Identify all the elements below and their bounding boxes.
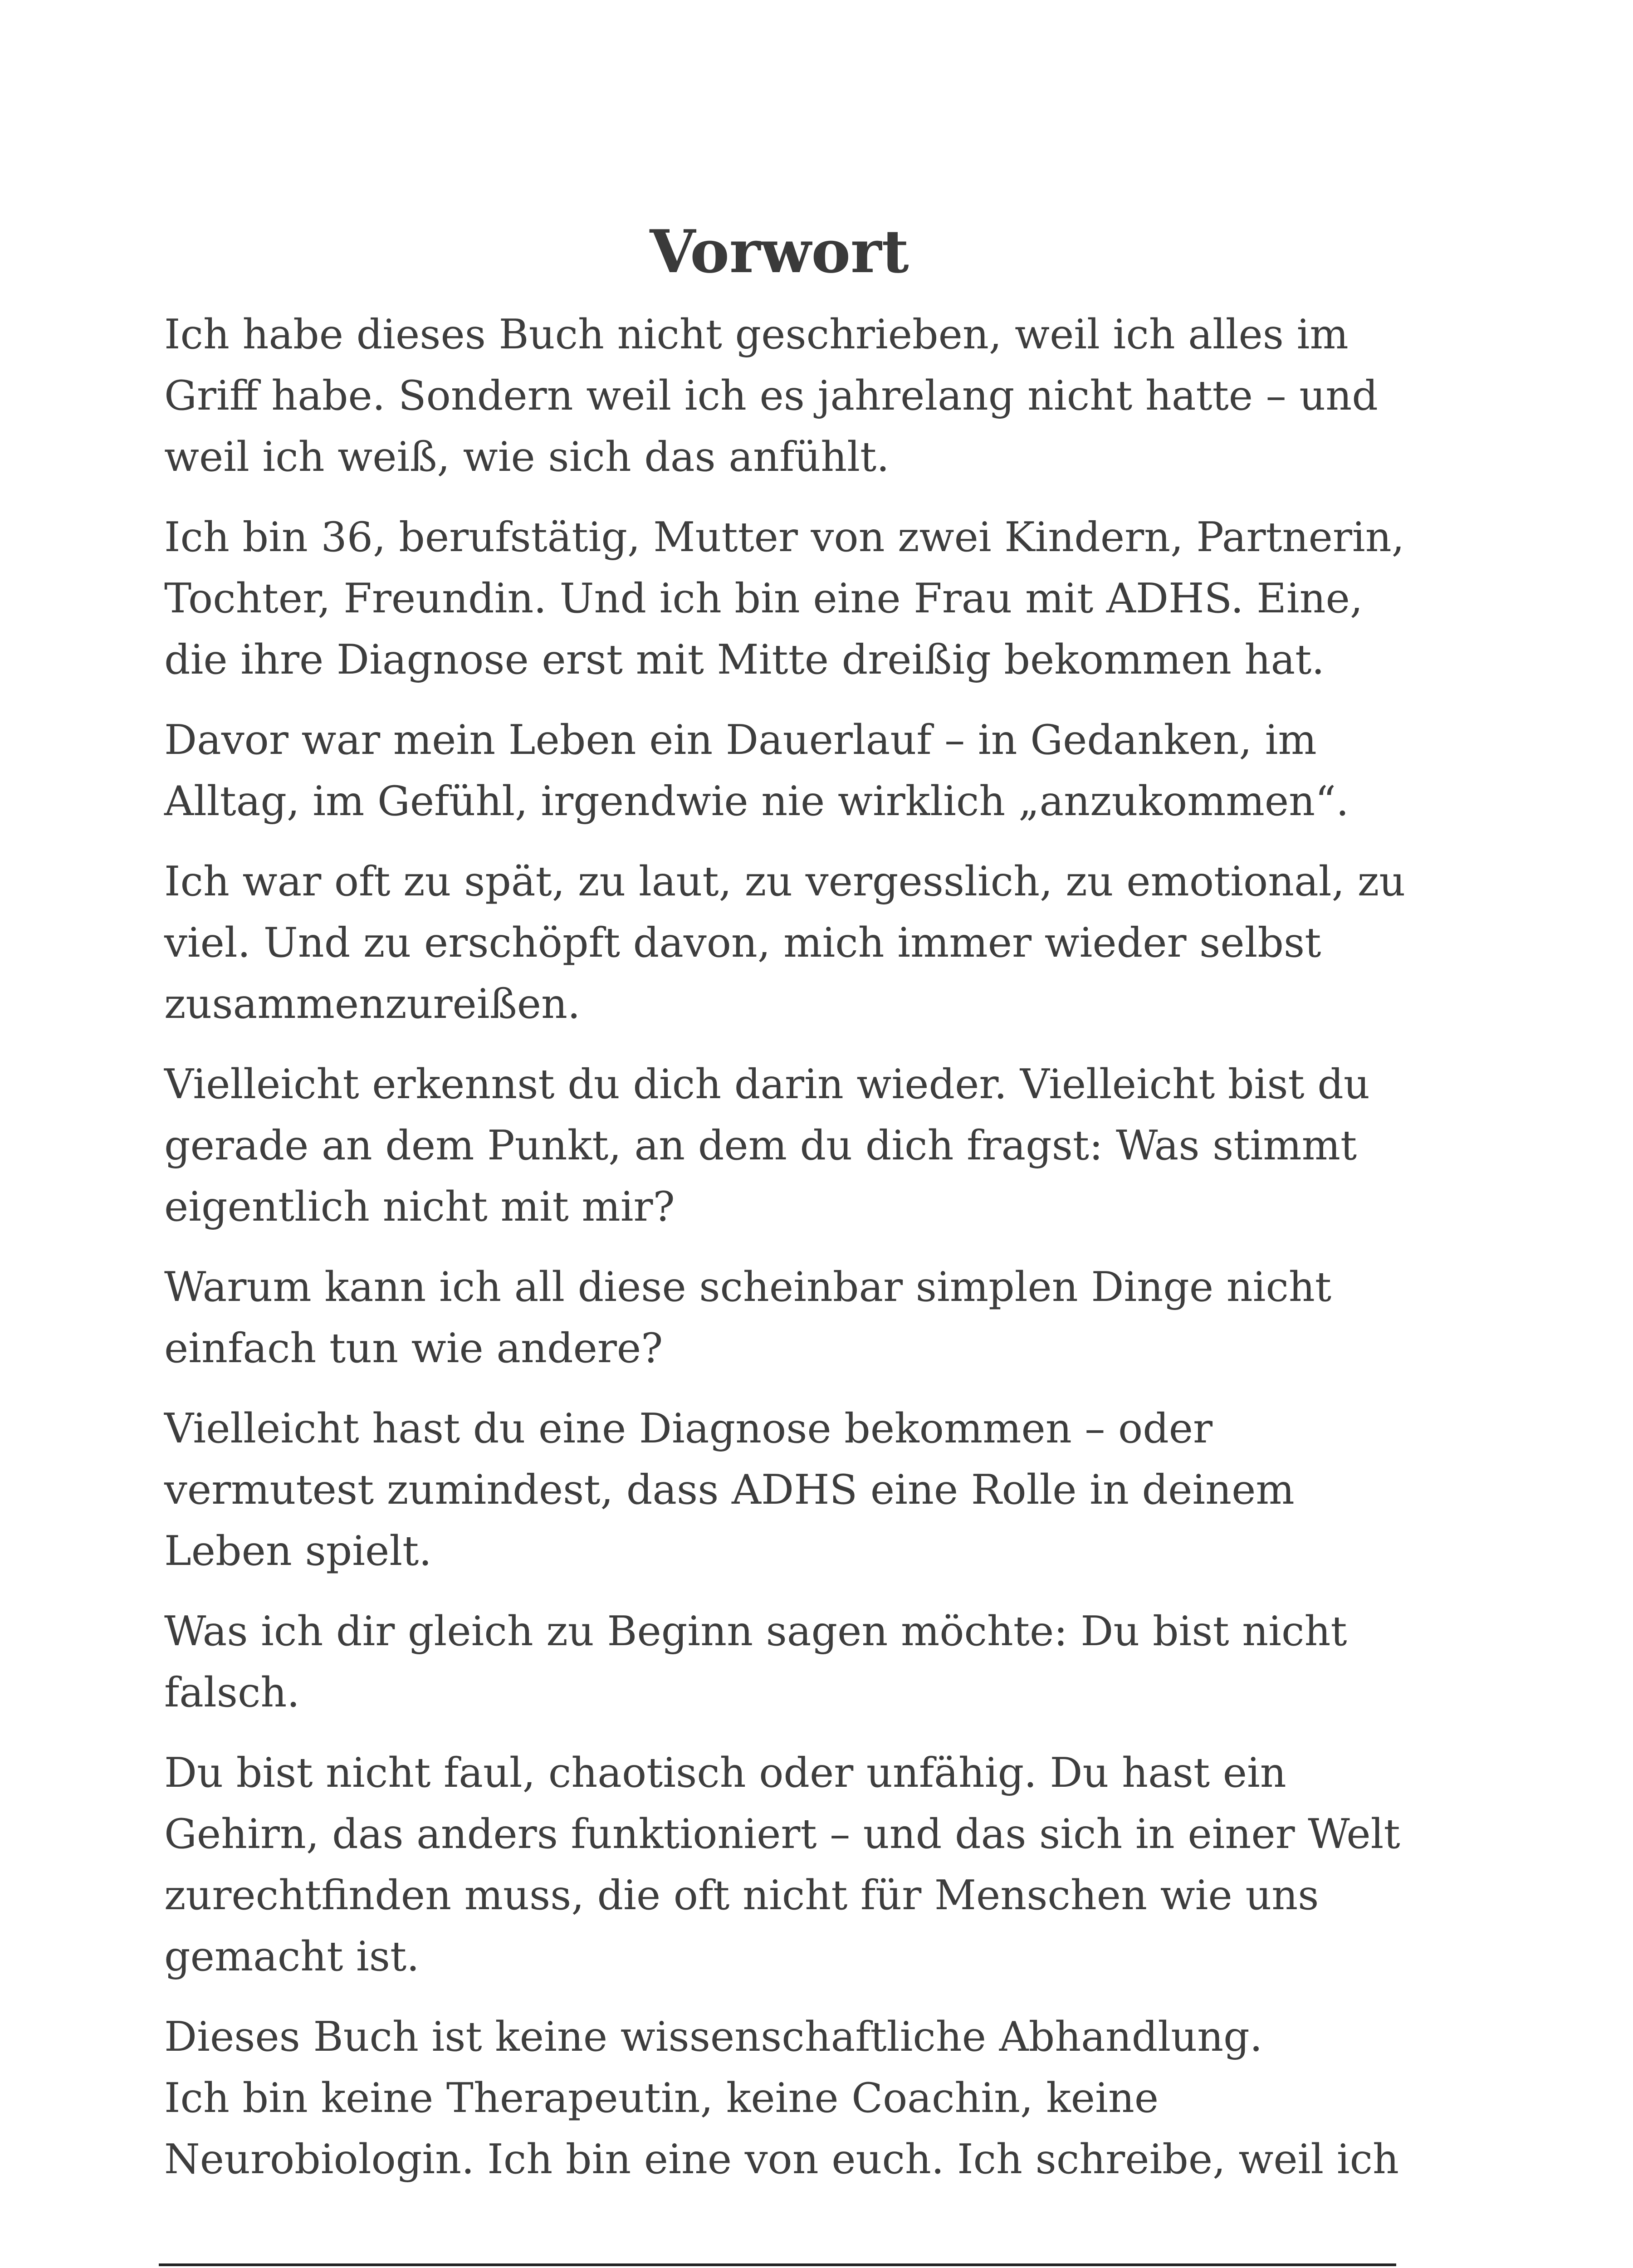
paragraph: Warum kann ich all diese scheinbar simplen Dinge nicht einfach tun wie andere? xyxy=(164,1263,1331,1372)
paragraph: Was ich dir gleich zu Beginn sagen möchte: Du bist nicht falsch. xyxy=(164,1608,1347,1716)
paragraph: Ich war oft zu spät, zu laut, zu vergesslich, zu emotional, zu viel. Und zu erschöpft davon, mich immer wieder selbst zusammenzureißen. xyxy=(164,858,1406,1028)
footer-divider xyxy=(159,2263,1396,2266)
paragraph: Davor war mein Leben ein Dauerlauf – in Gedanken, im Alltag, im Gefühl, irgendwie nie wirklich „anzukommen“. xyxy=(164,716,1349,825)
paragraph: Vielleicht hast du eine Diagnose bekommen – oder vermutest zumindest, dass ADHS eine Rolle in deinem Leben spielt. xyxy=(164,1405,1295,1575)
chapter-title: Vorwort xyxy=(650,217,909,286)
paragraph: Ich habe dieses Buch nicht geschrieben, weil ich alles im Griff habe. Sondern weil ich es jahrelang nicht hatte – und weil ich weiß, wie sich das anfühlt. xyxy=(164,311,1378,481)
body-text xyxy=(164,304,1416,2209)
paragraph: Ich bin 36, berufstätig, Mutter von zwei Kindern, Partnerin, Tochter, Freundin. Und ich bin eine Frau mit ADHS. Eine, die ihre Diagnose erst mit Mitte dreißig bekommen hat. xyxy=(164,513,1405,684)
paragraph: Du bist nicht faul, chaotisch oder unfähig. Du hast ein Gehirn, das anders funktioniert – und das sich in einer Welt zurechtfinden muss, die oft nicht für Menschen wie uns gemacht ist. xyxy=(164,1749,1400,1980)
paragraph: Dieses Buch ist keine wissenschaftliche Abhandlung. Ich bin keine Therapeutin, keine Coachin, keine Neurobiologin. Ich bin eine von euch. Ich schreibe, weil ich xyxy=(164,2013,1399,2183)
paragraph: Vielleicht erkennst du dich darin wieder. Vielleicht bist du gerade an dem Punkt, an dem du dich fragst: Was stimmt eigentlich nicht mit mir? xyxy=(164,1061,1370,1231)
